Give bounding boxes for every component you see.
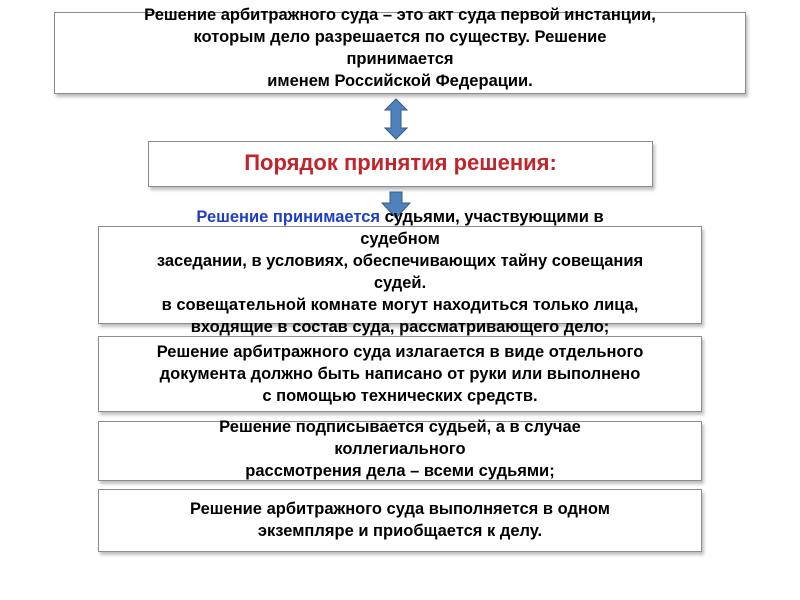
rule-line: рассмотрения дела – всеми судьями; bbox=[245, 462, 555, 480]
rule-line: Решение арбитражного суда выполняется в одном bbox=[190, 500, 610, 518]
rule-text-1 bbox=[98, 206, 702, 338]
rule-line: входящие в состав суда, рассматривающего дело; bbox=[190, 318, 610, 336]
rule-line: документа должно быть написано от руки или выполнено bbox=[159, 365, 641, 383]
definition-line: именем Российской Федерации. bbox=[267, 72, 533, 90]
rule-line: судебном bbox=[360, 230, 440, 248]
rule-line: экземпляре и приобщается к делу. bbox=[257, 522, 543, 540]
rule-line: с помощью технических средств. bbox=[262, 387, 538, 405]
rule-lead: Решение принимается bbox=[196, 208, 385, 226]
rule-line: Решение арбитражного суда излагается в виде отдельного bbox=[156, 343, 644, 361]
rule-line: коллегиального bbox=[334, 440, 466, 458]
rule-line: Решение подписывается судьей, а в случае bbox=[219, 418, 581, 436]
rule-line bbox=[98, 206, 702, 228]
definition-line: Решение арбитражного суда – это акт суда первой инстанции, bbox=[144, 6, 656, 24]
double-arrow-icon bbox=[384, 98, 408, 140]
rule-text-2 bbox=[98, 341, 702, 407]
definition-line: которым дело разрешается по существу. Решение bbox=[193, 28, 607, 46]
rule-line-rest: судьями, участвующими в bbox=[384, 208, 604, 226]
procedure-title: Порядок принятия решения: bbox=[244, 150, 557, 175]
definition-text bbox=[54, 4, 746, 92]
rule-line: судей. bbox=[373, 274, 427, 292]
rule-line: заседании, в условиях, обеспечивающих тайну совещания bbox=[156, 252, 644, 270]
rule-text-4 bbox=[98, 498, 702, 542]
definition-line: принимается bbox=[346, 50, 454, 68]
rule-text-3 bbox=[98, 416, 702, 482]
rule-line: в совещательной комнате могут находиться только лица, bbox=[161, 296, 639, 314]
